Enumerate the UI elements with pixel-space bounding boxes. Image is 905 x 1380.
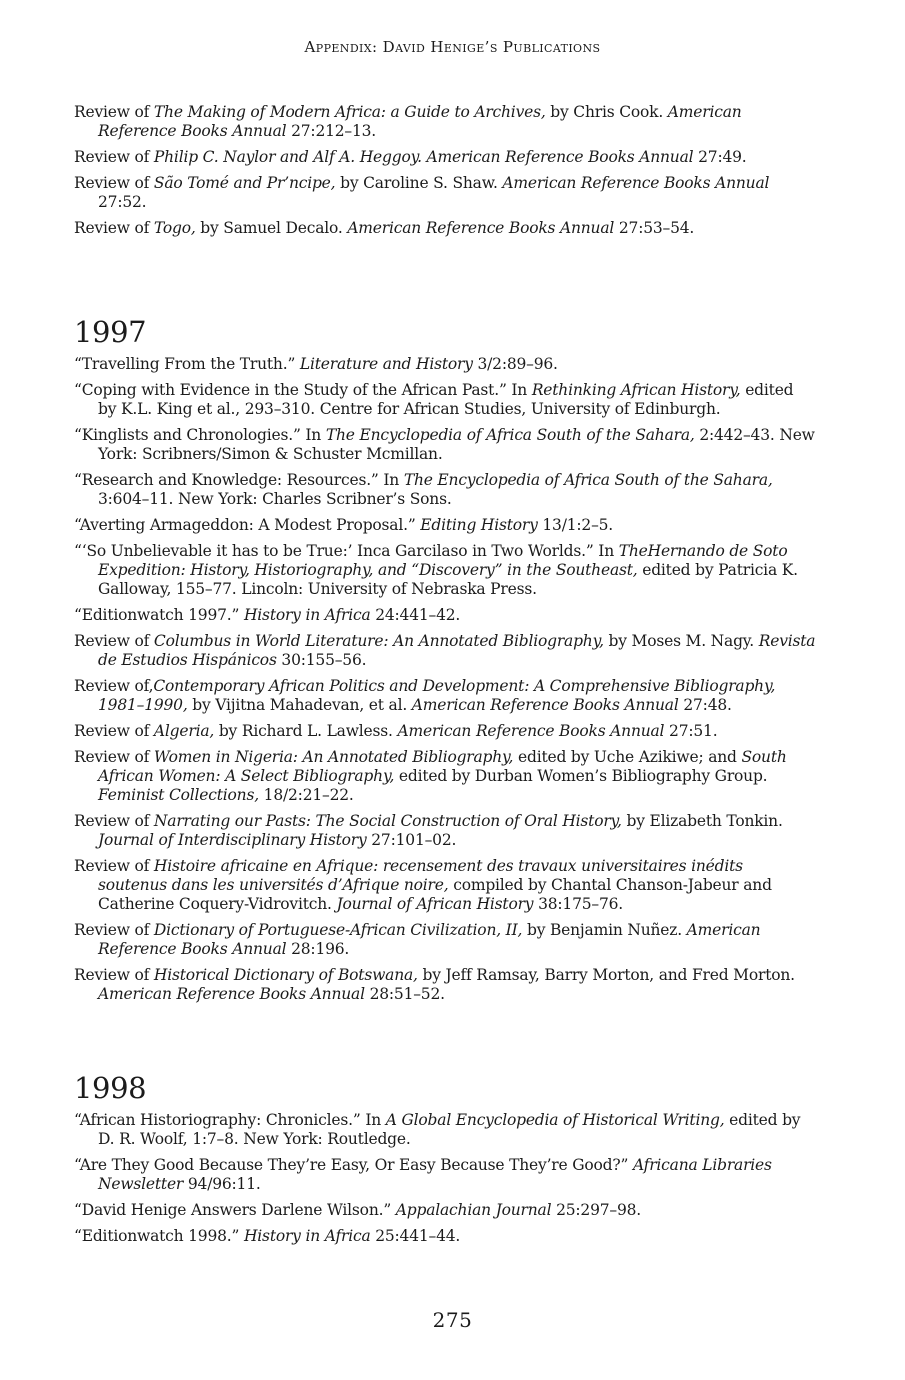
entry-text: edited by Durban Women’s Bibliography Group. bbox=[394, 767, 768, 785]
entry-text: edited by D. R. Woolf, 1:7–8. New York: Routledge. bbox=[98, 1111, 801, 1148]
entry-text: Review of bbox=[74, 748, 154, 766]
bibliography-entry bbox=[74, 1201, 816, 1220]
italic-title: American Reference Books Annual bbox=[98, 921, 761, 958]
italic-title: American Reference Books Annual bbox=[347, 219, 615, 237]
entry-text: 25:441–44. bbox=[370, 1227, 461, 1245]
entry-text: compiled by Chantal Chanson-Jabeur and Catherine Coquery-Vidrovitch. bbox=[98, 876, 772, 913]
italic-title: Historical Dictionary of Botswana, bbox=[153, 966, 418, 984]
entry-text: 27:49. bbox=[693, 148, 747, 166]
italic-title: Editing History bbox=[420, 516, 538, 534]
running-head: Appendix: David Henige’s Publications bbox=[304, 38, 601, 56]
section-1996-continued bbox=[74, 103, 816, 238]
entry-text: “Coping with Evidence in the Study of the African Past.” In bbox=[74, 381, 532, 399]
italic-title: American Reference Books Annual bbox=[98, 103, 742, 140]
italic-title: Histoire africaine en Afrique: recensement des travaux universitaires inédits soutenus dans les universités d’Afrique noire, bbox=[98, 857, 743, 894]
entry-text: by Vijitna Mahadevan, et al. bbox=[187, 696, 412, 714]
entry-text: 28:196. bbox=[286, 940, 350, 958]
page-number: 275 bbox=[432, 1308, 473, 1332]
italic-title: History in Africa bbox=[243, 1227, 371, 1245]
bibliography-entry bbox=[74, 632, 816, 670]
bibliography-entry bbox=[74, 1227, 816, 1246]
bibliography-entry bbox=[74, 471, 816, 509]
italic-title: Columbus in World Literature: An Annotated Bibliography, bbox=[153, 632, 604, 650]
entry-text: edited by K.L. King et al., 293–310. Centre for African Studies, University of Edinburgh. bbox=[98, 381, 794, 418]
italic-title: American Reference Books Annual bbox=[397, 722, 665, 740]
italic-title: Rethinking African History, bbox=[531, 381, 741, 399]
italic-title: The Making of Modern Africa: a Guide to Archives, bbox=[153, 103, 546, 121]
italic-title: Literature and History bbox=[299, 355, 473, 373]
bibliography-entry bbox=[74, 966, 816, 1004]
entry-text: 27:53–54. bbox=[614, 219, 695, 237]
bibliography-entry bbox=[74, 542, 816, 599]
italic-title: The Encyclopedia of Africa South of the Sahara, bbox=[403, 471, 773, 489]
bibliography-entry bbox=[74, 516, 816, 535]
entry-text: Review of bbox=[74, 722, 154, 740]
section-1997 bbox=[74, 315, 816, 1004]
section-1998 bbox=[74, 1071, 816, 1246]
entry-text: Review of bbox=[74, 966, 154, 984]
bibliography-entry bbox=[74, 921, 816, 959]
entry-text: 27:52. bbox=[98, 193, 147, 211]
italic-title: Africana Libraries Newsletter bbox=[98, 1156, 772, 1193]
bibliography-entry bbox=[74, 748, 816, 805]
bibliography-entry bbox=[74, 1156, 816, 1194]
bibliography-entry bbox=[74, 1111, 816, 1149]
italic-title: American Reference Books Annual bbox=[502, 174, 770, 192]
entry-text: “Editionwatch 1998.” bbox=[74, 1227, 244, 1245]
italic-title: Appalachian Journal bbox=[395, 1201, 552, 1219]
year-heading-1998: 1998 bbox=[74, 1071, 147, 1105]
italic-title: Contemporary African Politics and Development: A Comprehensive Bibliography, 1981–1990, bbox=[98, 677, 776, 714]
italic-title: Algeria, bbox=[153, 722, 215, 740]
entry-text: 27:48. bbox=[678, 696, 732, 714]
italic-title: Narrating our Pasts: The Social Construction of Oral History, bbox=[153, 812, 622, 830]
entry-text: Review of bbox=[74, 174, 154, 192]
entry-text: by Jeff Ramsay, Barry Morton, and Fred Morton. bbox=[417, 966, 795, 984]
entry-text: 30:155–56. bbox=[276, 651, 367, 669]
entry-text: edited by Patricia K. Galloway, 155–77. Lincoln: University of Nebraska Press. bbox=[98, 561, 798, 598]
italic-title: American Reference Books Annual bbox=[98, 985, 365, 1003]
entry-text: 3:604–11. New York: Charles Scribner’s Sons. bbox=[98, 490, 452, 508]
entry-text: 25:297–98. bbox=[551, 1201, 642, 1219]
entry-text: Review of bbox=[74, 857, 154, 875]
entry-text: Review of, bbox=[74, 677, 154, 695]
entry-text: 2:442–43. New York: Scribners/Simon & Schuster Mcmillan. bbox=[98, 426, 815, 463]
year-heading-1997: 1997 bbox=[74, 315, 147, 349]
entry-text: 27:51. bbox=[664, 722, 718, 740]
italic-title: Journal of African History bbox=[336, 895, 534, 913]
entry-text: by Chris Cook. bbox=[545, 103, 668, 121]
bibliography-entry bbox=[74, 426, 816, 464]
italic-title: South African Women: A Select Bibliography, bbox=[98, 748, 787, 785]
entries-1996 bbox=[74, 103, 816, 238]
entry-text: Review of bbox=[74, 148, 154, 166]
entry-text: by Richard L. Lawless. bbox=[214, 722, 398, 740]
entry-text: 24:441–42. bbox=[370, 606, 461, 624]
bibliography-entry bbox=[74, 606, 816, 625]
entries-1998 bbox=[74, 1111, 816, 1246]
italic-title: A Global Encyclopedia of Historical Writing, bbox=[385, 1111, 725, 1129]
entry-text: by Moses M. Nagy. bbox=[603, 632, 759, 650]
entry-text: by Benjamin Nuñez. bbox=[522, 921, 687, 939]
entry-text: “Averting Armageddon: A Modest Proposal.” bbox=[74, 516, 421, 534]
entry-text: by Caroline S. Shaw. bbox=[335, 174, 503, 192]
bibliography-entry bbox=[74, 677, 816, 715]
italic-title: History in Africa bbox=[243, 606, 371, 624]
entry-text: Review of bbox=[74, 812, 154, 830]
entry-text: Review of bbox=[74, 921, 154, 939]
entry-text: “David Henige Answers Darlene Wilson.” bbox=[74, 1201, 396, 1219]
italic-title: Feminist Collections, bbox=[98, 786, 259, 804]
entry-text: “Editionwatch 1997.” bbox=[74, 606, 244, 624]
entry-text: Review of bbox=[74, 103, 154, 121]
bibliography-entry bbox=[74, 103, 816, 141]
italic-title: American Reference Books Annual bbox=[411, 696, 679, 714]
entry-text: “Kinglists and Chronologies.” In bbox=[74, 426, 326, 444]
entry-text: 38:175–76. bbox=[533, 895, 624, 913]
entry-text: edited by Uche Azikiwe; and bbox=[513, 748, 742, 766]
bibliography-entry bbox=[74, 381, 816, 419]
entry-text: “Are They Good Because They’re Easy, Or Easy Because They’re Good?” bbox=[74, 1156, 633, 1174]
entry-text: by Elizabeth Tonkin. bbox=[621, 812, 783, 830]
entry-text: Review of bbox=[74, 219, 154, 237]
bibliography-entry bbox=[74, 174, 816, 212]
italic-title: TheHernando de Soto Expedition: History, Historiography, and “Discovery” in the Southeast, bbox=[98, 542, 788, 579]
entry-text: “African Historiography: Chronicles.” In bbox=[74, 1111, 386, 1129]
entry-text: 27:101–02. bbox=[366, 831, 457, 849]
bibliography-entry bbox=[74, 355, 816, 374]
italic-title: Journal of Interdisciplinary History bbox=[98, 831, 367, 849]
italic-title: Women in Nigeria: An Annotated Bibliography, bbox=[153, 748, 514, 766]
bibliography-entry bbox=[74, 148, 816, 167]
italic-title: The Encyclopedia of Africa South of the Sahara, bbox=[325, 426, 695, 444]
entry-text: 18/2:21–22. bbox=[258, 786, 354, 804]
italic-title: Philip C. Naylor and Alf A. Heggoy. American Reference Books Annual bbox=[153, 148, 694, 166]
italic-title: Togo, bbox=[153, 219, 196, 237]
bibliography-entry bbox=[74, 812, 816, 850]
entry-text: 27:212–13. bbox=[286, 122, 377, 140]
entry-text: by Samuel Decalo. bbox=[195, 219, 348, 237]
bibliography-entry bbox=[74, 219, 816, 238]
entry-text: “Research and Knowledge: Resources.” In bbox=[74, 471, 404, 489]
entry-text: “Travelling From the Truth.” bbox=[74, 355, 300, 373]
entries-1997 bbox=[74, 355, 816, 1004]
entry-text: 13/1:2–5. bbox=[537, 516, 614, 534]
bibliography-entry bbox=[74, 857, 816, 914]
entry-text: “‘So Unbelievable it has to be True:’ Inca Garcilaso in Two Worlds.” In bbox=[74, 542, 619, 560]
entry-text: Review of bbox=[74, 632, 154, 650]
entry-text: 3/2:89–96. bbox=[472, 355, 558, 373]
publication-list bbox=[74, 103, 816, 1253]
italic-title: Revista de Estudios Hispánicos bbox=[98, 632, 816, 669]
italic-title: Dictionary of Portuguese-African Civilization, II, bbox=[153, 921, 523, 939]
entry-text: 28:51–52. bbox=[364, 985, 445, 1003]
bibliography-entry bbox=[74, 722, 816, 741]
italic-title: São Tomé and Pr’ncipe, bbox=[153, 174, 336, 192]
entry-text: 94/96:11. bbox=[183, 1175, 261, 1193]
